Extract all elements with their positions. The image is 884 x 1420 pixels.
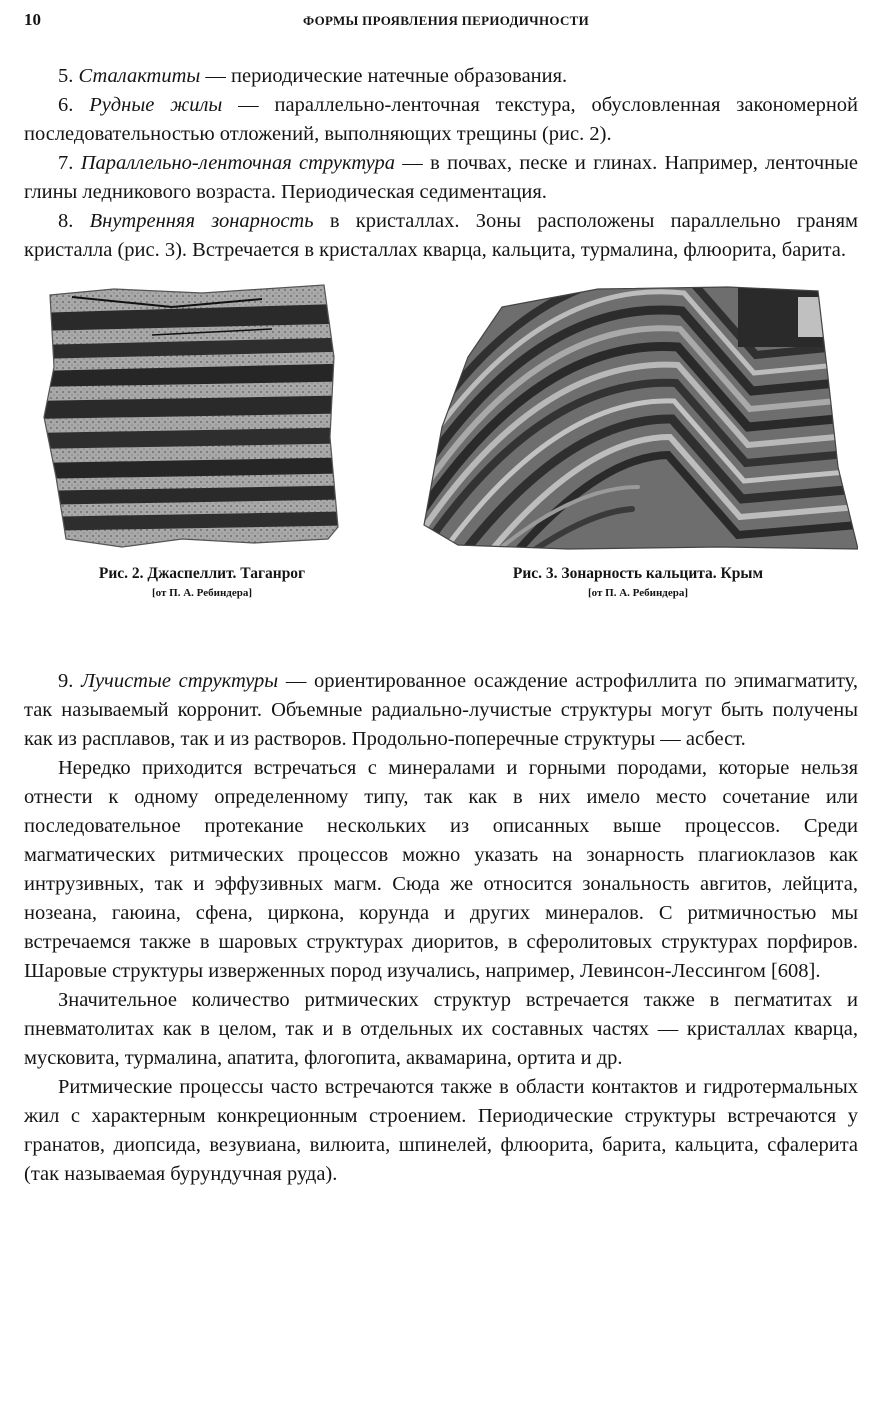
list-item-9: 9. Лучистые структуры — ориентированное осаждение астрофиллита по эпимагматиту, так называемый корронит. Объемные радиально-лучистые структуры могут быть получены как из расплавов, так и из растворов. Продольно-поперечные структуры — асбест. <box>24 670 859 750</box>
paragraph: Нередко приходится встречаться с минералами и горными породами, которые нельзя отнести к одному определенному типу, так как в них имело место сочетание или последовательное протекание нескольких из описанных выше процессов. Среди магматических ритмических процессов можно указать на зонарность плагиоклазов как интрузивных, так и эффузивных магм. Сюда же относится зональность авгитов, лейцита, нозеана, гаюина, сфена, циркона, корунда и других минералов. С ритмичностью мы встречаемся также в шаровых структурах диоритов, в сферолитовых структурах порфиров. Шаровые структуры изверженных пород изучались, например, Левинсон-Лессингом [608]. <box>24 757 858 982</box>
figure-3-caption: Рис. 3. Зонарность кальцита. Крым <box>512 565 764 582</box>
item-term: Лучистые структуры <box>81 670 279 692</box>
running-title: ФОРМЫ ПРОЯВЛЕНИЯ ПЕРИОДИЧНОСТИ <box>302 13 590 28</box>
figure-2-source: [от П. А. Ребиндера] <box>151 587 253 599</box>
list-item: 7. Параллельно-ленточная структура — в почвах, песке и глинах. Например, ленточные глины ледникового возраста. Периодическая седиментация. <box>24 152 859 203</box>
page-number: 10 <box>24 10 41 29</box>
figures-row <box>24 277 858 657</box>
page-header <box>24 10 858 40</box>
item-term: Параллельно-ленточная структура <box>80 152 395 174</box>
item-term: Рудные жилы <box>89 94 223 116</box>
zoned-calcite-photo-icon <box>418 277 858 559</box>
figure-3 <box>418 277 858 599</box>
main-text <box>24 667 858 1189</box>
jaspilite-photo-icon <box>32 277 372 559</box>
list-items-5-8 <box>24 62 858 265</box>
list-item: 6. Рудные жилы — параллельно-ленточная текстура, обусловленная закономерной последовательностью отложений, выполняющих трещины (рис. 2). <box>24 94 859 145</box>
item-term: Сталактиты <box>78 65 201 87</box>
item-term: Внутренняя зонарность <box>89 210 314 232</box>
list-item: 5. Сталактиты — периодические натечные образования. <box>58 65 568 87</box>
figure-2-caption: Рис. 2. Джаспеллит. Таганрог <box>98 565 306 582</box>
figure-3-source: [от П. А. Ребиндера] <box>587 587 689 599</box>
paragraph: Значительное количество ритмических структур встречается также в пегматитах и пневматолитах как в целом, так и в отдельных их составных частях — кристаллах кварца, мусковита, турмалина, апатита, флогопита, аквамарина, ортита и др. <box>24 989 858 1069</box>
figure-2 <box>32 277 372 599</box>
list-item: 8. Внутренняя зонарность в кристаллах. Зоны расположены параллельно граням кристалла (рис. 3). Встречается в кристаллах кварца, кальцита, турмалина, флюорита, барита. <box>24 210 858 261</box>
paragraph: Ритмические процессы часто встречаются также в области контактов и гидротермальных жил с характерным конкреционным строением. Периодические структуры встречаются у гранатов, диопсида, везувиана, вилюита, шпинелей, флюорита, барита, кальцита, сфалерита (так называемая бурундучная руда). <box>24 1076 858 1185</box>
